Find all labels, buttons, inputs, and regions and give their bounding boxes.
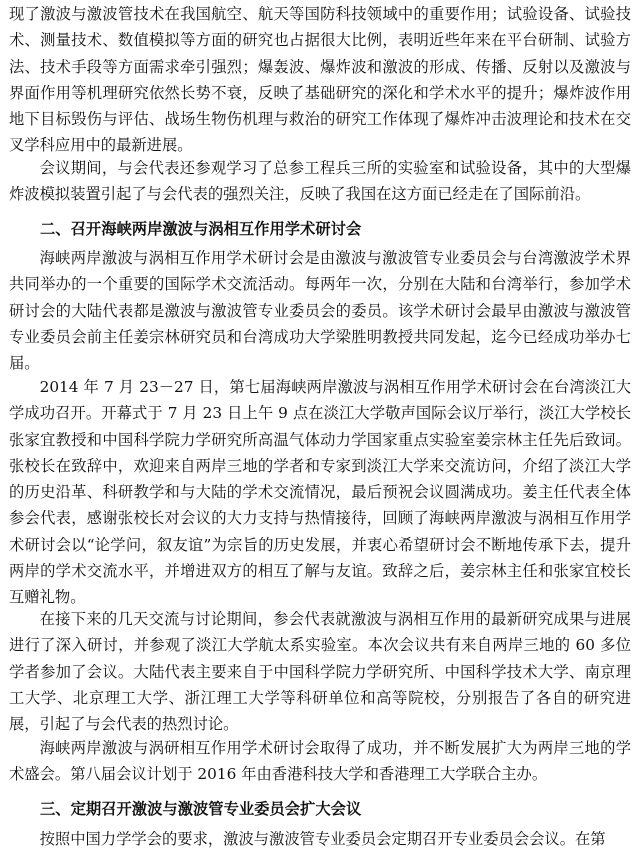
paragraph-intro-symposium: 海峡两岸激波与涡相互作用学术研讨会是由激波与激波管专业委员会与台湾激波学术界共同举办的一个重要的国际学术交流活动。每两年一次，分别在大陆和台湾举行，参加学术研讨会的大陆代表都是激波与激波管专业委员会的委员。该学术研讨会最早由激波与激波管专业委员会前主任姜宗林研究员和台湾成功大学梁胜明教授共同发起，迄今已经成功举办七届。 [9,249,631,373]
paragraph-outcome: 海峡两岸激波与涡研相互作用学术研讨会取得了成功，并不断发展扩大为两岸三地的学术盛会。第八届会议计划于 2016 年由香港科技大学和香港理工大学联合主办。 [9,739,631,784]
section-heading-3: 三、定期召开激波与激波管专业委员会扩大会议 [40,800,362,818]
section-heading-2: 二、召开海峡两岸激波与涡相互作用学术研讨会 [40,220,362,238]
paragraph-visit: 会议期间，与会代表还参观学习了总参工程兵三所的实验室和试验设备，其中的大型爆炸波模拟装置引起了与会代表的强烈关注，反映了我国在这方面已经走在了国际前沿。 [9,159,631,204]
paragraph-continued: 现了激波与激波管技术在我国航空、航天等国防科技领域中的重要作用；试验设备、试验技术、测量技术、数值模拟等方面的研究也占据很大比例，表明近些年来在平台研制、试验方法、技术手段等方面需求牵引强烈；爆轰波、爆炸波和激波的形成、传播、反射以及激波与界面作用等机理研究依然长势不衰，反映了基础研究的深化和学术水平的提升；爆炸波作用地下目标毁伤与评估、战场生物伤机理与救治的研究工作体现了爆炸冲击波理论和技术在交叉学科应用中的最新进展。 [9,5,631,155]
paragraph-committee-meeting: 按照中国力学学会的要求，激波与激波管专业委员会定期召开专业委员会会议。在第 [39,830,606,848]
paragraph-seventh-symposium: 2014 年 7 月 23－27 日，第七届海峡两岸激波与涡相互作用学术研讨会在台湾淡江大学成功召开。开幕式于 7 月 23 日上午 9 点在淡江大学敬声国际会议厅举行，淡江大学校长张家宜教授和中国科学院力学研究所高温气体动力学国家重点实验室姜宗林主任先后致词。张校长在致辞中，欢迎来自两岸三地的学者和专家到淡江大学来交流访问，介绍了淡江大学的历史沿革、科研教学和与大陆的学术交流情况，最后预祝会议圆满成功。姜主任代表全体参会代表，感谢张校长对会议的大力支持与热情接待，回顾了海峡两岸激波与涡相互作用学术研讨会以“论学问，叙友谊”为宗旨的历史发展，并衷心希望研讨会不断地传承下去，提升两岸的学术交流水平，并增进双方的相互了解与友谊。致辞之后，姜宗林主任和张家宜校长互赠礼物。 [9,378,631,607]
paragraph-discussion: 在接下来的几天交流与讨论期间，参会代表就激波与涡相互作用的最新研究成果与进展进行了深入研讨，并参观了淡江大学航太系实验室。本次会议共有来自两岸三地的 60 多位学者参加了会议。大陆代表主要来自于中国科学院力学研究所、中国科学技术大学、南京理工大学、北京理工大学、浙江理工大学等科研单位和高等院校，分别报告了各自的研究进展，引起了与会代表的热烈讨论。 [9,610,631,734]
